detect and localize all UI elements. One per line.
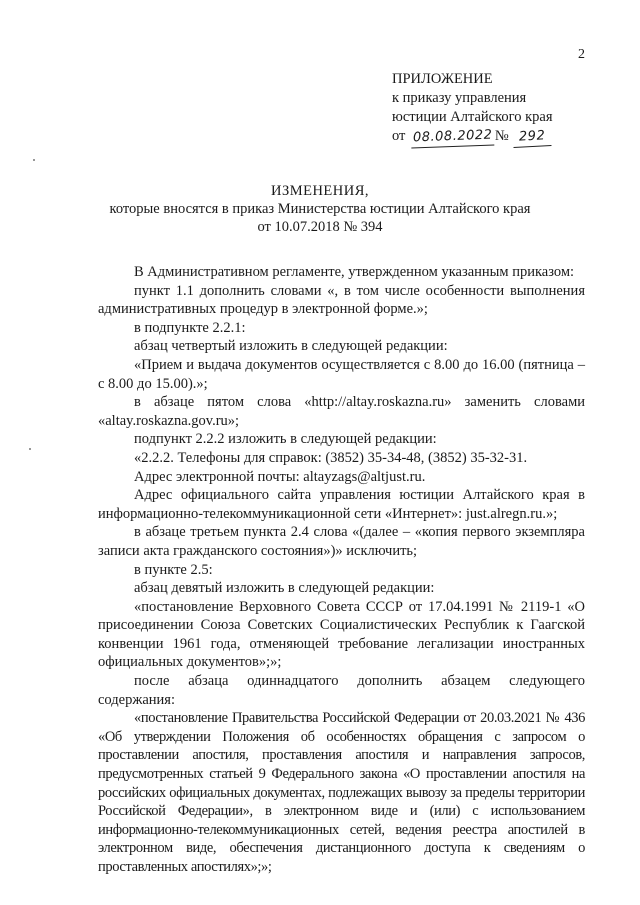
appendix-line-1: к приказу управления: [392, 90, 527, 106]
paragraph: «Прием и выдача документов осуществляется с 8.00 до 16.00 (пятница – с 8.00 до 15.00).»;: [98, 356, 585, 392]
paragraph: в абзаце пятом слова «http://altay.roskazna.ru» заменить словами «altay.roskazna.gov.ru»;: [98, 394, 585, 429]
scan-speck: [33, 159, 35, 161]
date-prefix: от: [392, 128, 406, 144]
paragraph: Адрес электронной почты: altayzags@altjust.ru.: [134, 468, 426, 485]
paragraph: В Административном регламенте, утвержденном указанным приказом:: [134, 264, 575, 280]
paragraph: после абзаца одиннадцатого дополнить абзацем следующего содержания:: [98, 673, 585, 708]
paragraph: абзац четвертый изложить в следующей редакции:: [134, 338, 448, 355]
scan-speck: [29, 448, 31, 450]
handwritten-date: 08.08.2022: [411, 126, 495, 149]
paragraph: в пункте 2.5:: [134, 561, 213, 578]
appendix-title: ПРИЛОЖЕНИЕ: [392, 71, 493, 87]
document-heading: [0, 182, 640, 236]
paragraph: подпункт 2.2.2 изложить в следующей редакции:: [134, 431, 437, 448]
heading-title: ИЗМЕНЕНИЯ,: [270, 183, 370, 199]
paragraph: в подпункте 2.2.1:: [134, 319, 246, 336]
appendix-date-line: [392, 127, 553, 147]
paragraph: «постановление Правительства Российской Федерации от 20.03.2021 № 436 «Об утверждении Положения об особенностях обращения с запросом о проставлении апостиля, проставления апостиля и направления запросов, предусмотренных статьей 9 Федерального закона «О проставлении апостиля на российских официальных документах, подлежащих вывозу за пределы территории Российской Федерации», в электронном виде и (или) с использованием информационно-телекоммуникационных сетей, ведения реестра апостилей в электронном виде, обеспечения дистанционного доступа к сведениям о проставленных апостилях»;»;: [98, 710, 585, 875]
paragraph: в абзаце третьем пункта 2.4 слова «(далее – «копия первого экземпляра записи акта гражданского состояния»)» исключить;: [98, 524, 585, 559]
page-number: 2: [578, 47, 585, 62]
paragraph: «постановление Верховного Совета СССР от 17.04.1991 № 2119-1 «О присоединении Союза Советских Социалистических Республик к Гаагской конвенции 1961 года, отменяющей требование легализации иностранных официальных документов»;»;: [98, 598, 585, 671]
appendix-block: [392, 70, 553, 147]
paragraph: пункт 1.1 дополнить словами «, в том числе особенности выполнения административных процедур в электронной форме.»;: [98, 282, 585, 318]
appendix-line-2: юстиции Алтайского края: [392, 109, 553, 125]
heading-subtitle: которые вносятся в приказ Министерства юстиции Алтайского края: [109, 201, 531, 217]
handwritten-number: 292: [512, 126, 551, 148]
document-body: [98, 263, 585, 877]
number-sign: №: [494, 128, 509, 144]
paragraph: абзац девятый изложить в следующей редакции:: [134, 580, 435, 597]
heading-date-line: от 10.07.2018 № 394: [257, 219, 383, 235]
paragraph: «2.2.2. Телефоны для справок: (3852) 35-34-48, (3852) 35-32-31.: [134, 449, 528, 466]
paragraph: Адрес официального сайта управления юстиции Алтайского края в информационно-телекоммуникационной сети «Интернет»: just.alregn.ru.»;: [98, 487, 585, 522]
